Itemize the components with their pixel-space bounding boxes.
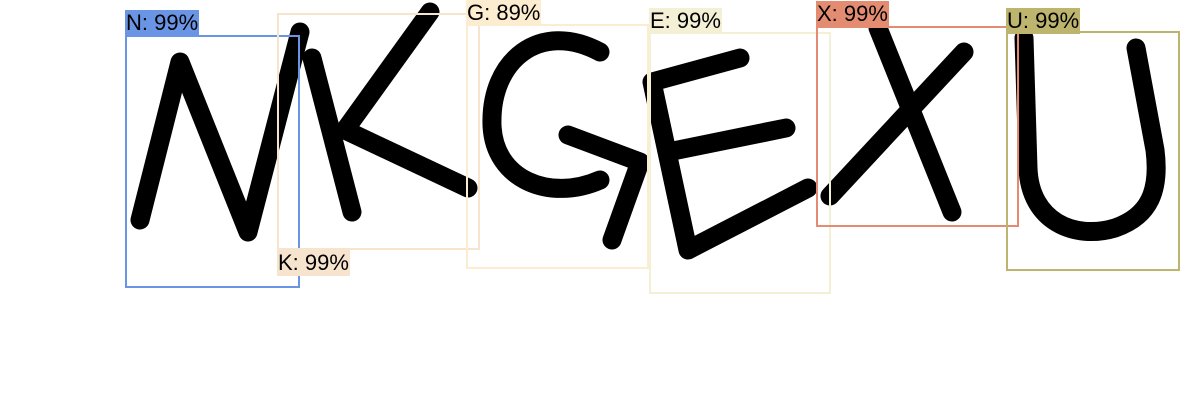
detection-box-g [466, 24, 649, 269]
detection-label-g: G: 89% [467, 0, 541, 25]
detection-box-x [816, 26, 1019, 227]
detection-label-e: E: 99% [650, 8, 721, 33]
detection-box-u [1006, 31, 1180, 271]
detection-box-k [277, 13, 480, 250]
detection-label-x: X: 99% [817, 1, 888, 26]
detection-label-k: K: 99% [278, 250, 349, 275]
detection-label-n: N: 99% [126, 10, 199, 35]
detection-label-u: U: 99% [1007, 8, 1080, 33]
detection-box-n [125, 35, 300, 288]
detection-box-e [649, 32, 831, 294]
